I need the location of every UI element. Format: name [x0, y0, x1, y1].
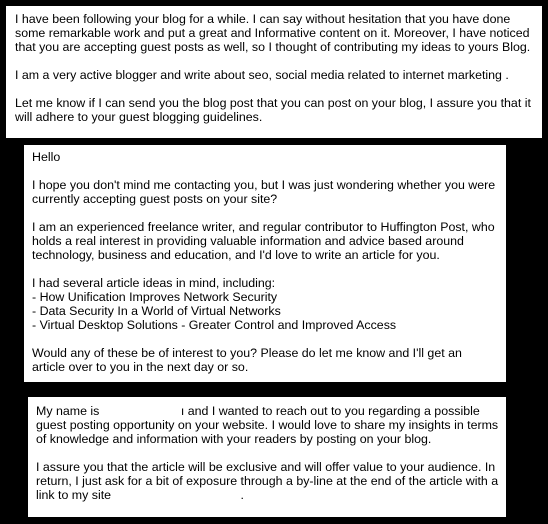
- message3-intro-continued: ı and I wanted to reach out to you regarding a possible guest posting opportunity on your website. I would love to share my insights in terms of knowledge and information with your readers by posting on your blog.: [36, 404, 499, 446]
- message1-paragraph-1: I have been following your blog for a while. I can say without hesitation that you have done some remarkable work and put a great and Informative content on it. Moreover, I have noticed that you are accepting guest posts as well, so I thought of contributing my ideas to yours Blog.: [15, 12, 531, 54]
- email-excerpt-1: [6, 6, 542, 138]
- article-idea-item: - Data Security In a World of Virtual Networks: [32, 304, 281, 318]
- message2-paragraph-3: [32, 276, 498, 290]
- message2-paragraph-2: I am an experienced freelance writer, and regular contributor to Huffington Post, who holds a real interest in providing valuable information and advice based around technology, business and education, and I'd love to write an article for you.: [32, 220, 495, 262]
- message3-paragraph-1: [36, 404, 500, 446]
- redacted-name: [103, 406, 181, 417]
- article-idea-item: - How Unification Improves Network Security: [32, 290, 278, 304]
- redacted-site-link: [115, 490, 241, 501]
- message3-request: I assure you that the article will be exclusive and will offer value to your audience. In return, I just ask for a bit of exposure through a by-line at the end of the article with a link to my site: [36, 460, 499, 502]
- message1-paragraph-3: Let me know if I can send you the blog post that you can post on your blog, I assure you that it will adhere to your guest blogging guidelines.: [15, 96, 531, 124]
- article-idea-item: - Virtual Desktop Solutions - Greater Control and Improved Access: [32, 318, 397, 332]
- message1-paragraph-2: I am a very active blogger and write about seo, social media related to internet marketing .: [15, 68, 509, 82]
- message3-intro: My name is: [36, 404, 100, 418]
- message3-period: .: [240, 488, 244, 502]
- message2-paragraph-1: I hope you don't mind me contacting you, but I was just wondering whether you were currently accepting guest posts on your site?: [32, 178, 496, 206]
- message3-paragraph-2: [36, 460, 500, 502]
- message2-greeting: Hello: [32, 150, 61, 164]
- article-ideas-list: [32, 290, 498, 332]
- message2-ideas-intro: I had several article ideas in mind, including:: [32, 276, 276, 290]
- email-excerpt-2: [24, 145, 506, 382]
- email-excerpt-3: [28, 397, 506, 517]
- message2-paragraph-4: Would any of these be of interest to you? Please do let me know and I'll get an article over to you in the next day or so.: [32, 346, 462, 374]
